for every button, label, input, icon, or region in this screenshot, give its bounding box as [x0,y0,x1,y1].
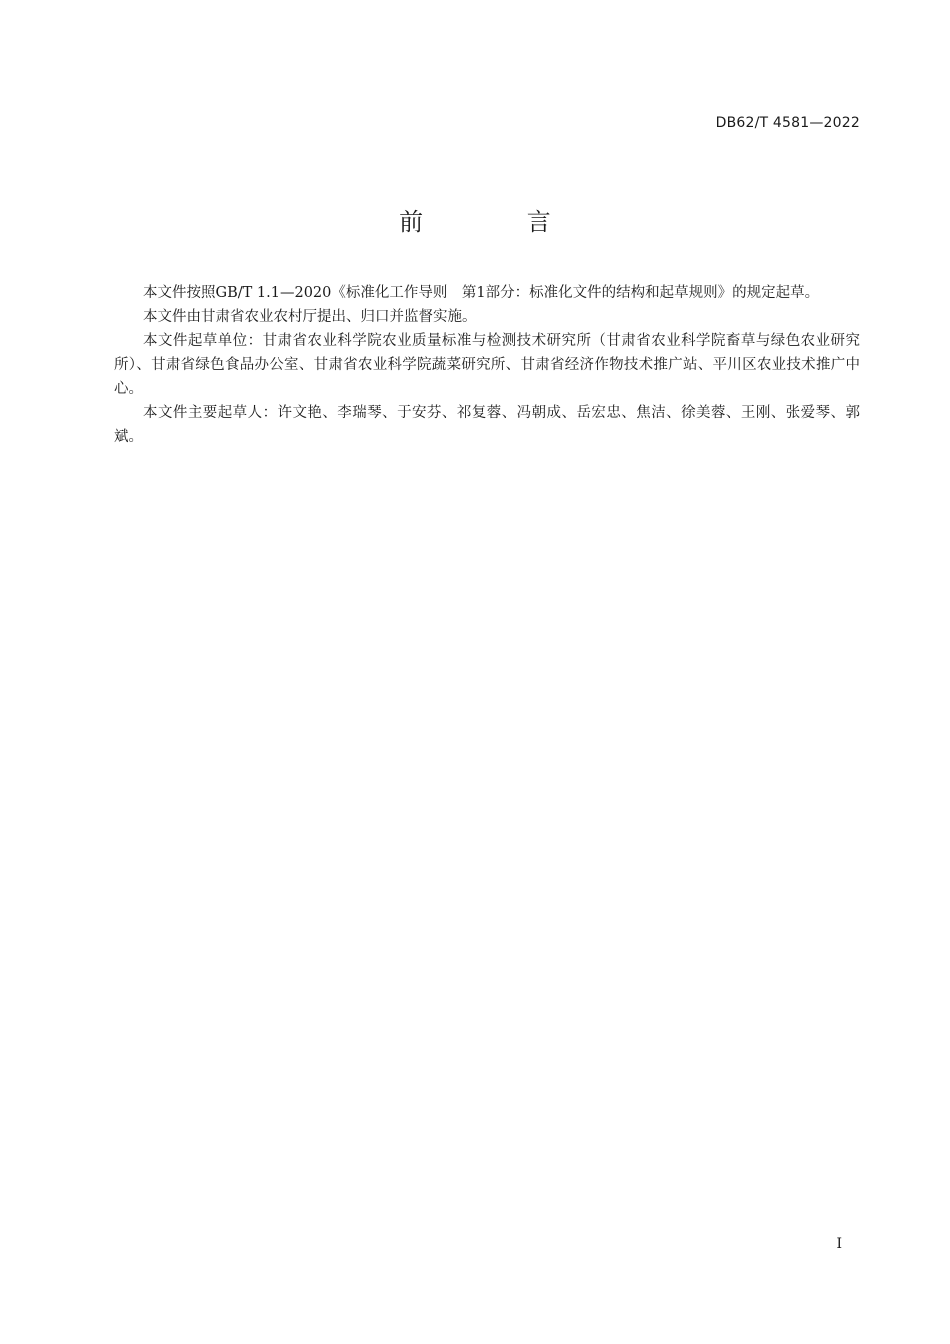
document-code: DB62/T 4581—2022 [715,115,860,131]
paragraph-drafting-rules: 本文件按照GB/T 1.1—2020《标准化工作导则 第1部分：标准化文件的结构和起草规则》的规定起草。 [143,285,820,301]
paragraph-drafting-units: 本文件起草单位：甘肃省农业科学院农业质量标准与检测技术研究所（甘肃省农业科学院畜草与绿色农业研究所）、甘肃省绿色食品办公室、甘肃省农业科学院蔬菜研究所、甘肃省经济作物技术推广站、平川区农业技术推广中心。 [114,333,860,397]
paragraph-drafters: 本文件主要起草人：许文艳、李瑞琴、于安芬、祁复蓉、冯朝成、岳宏忠、焦洁、徐美蓉、王刚、张爱琴、郭斌。 [114,405,860,445]
page-title: 前 言 [399,208,599,236]
foreword-body [114,281,860,449]
page-number: I [836,1236,842,1252]
paragraph-proposer: 本文件由甘肃省农业农村厅提出、归口并监督实施。 [143,309,477,325]
